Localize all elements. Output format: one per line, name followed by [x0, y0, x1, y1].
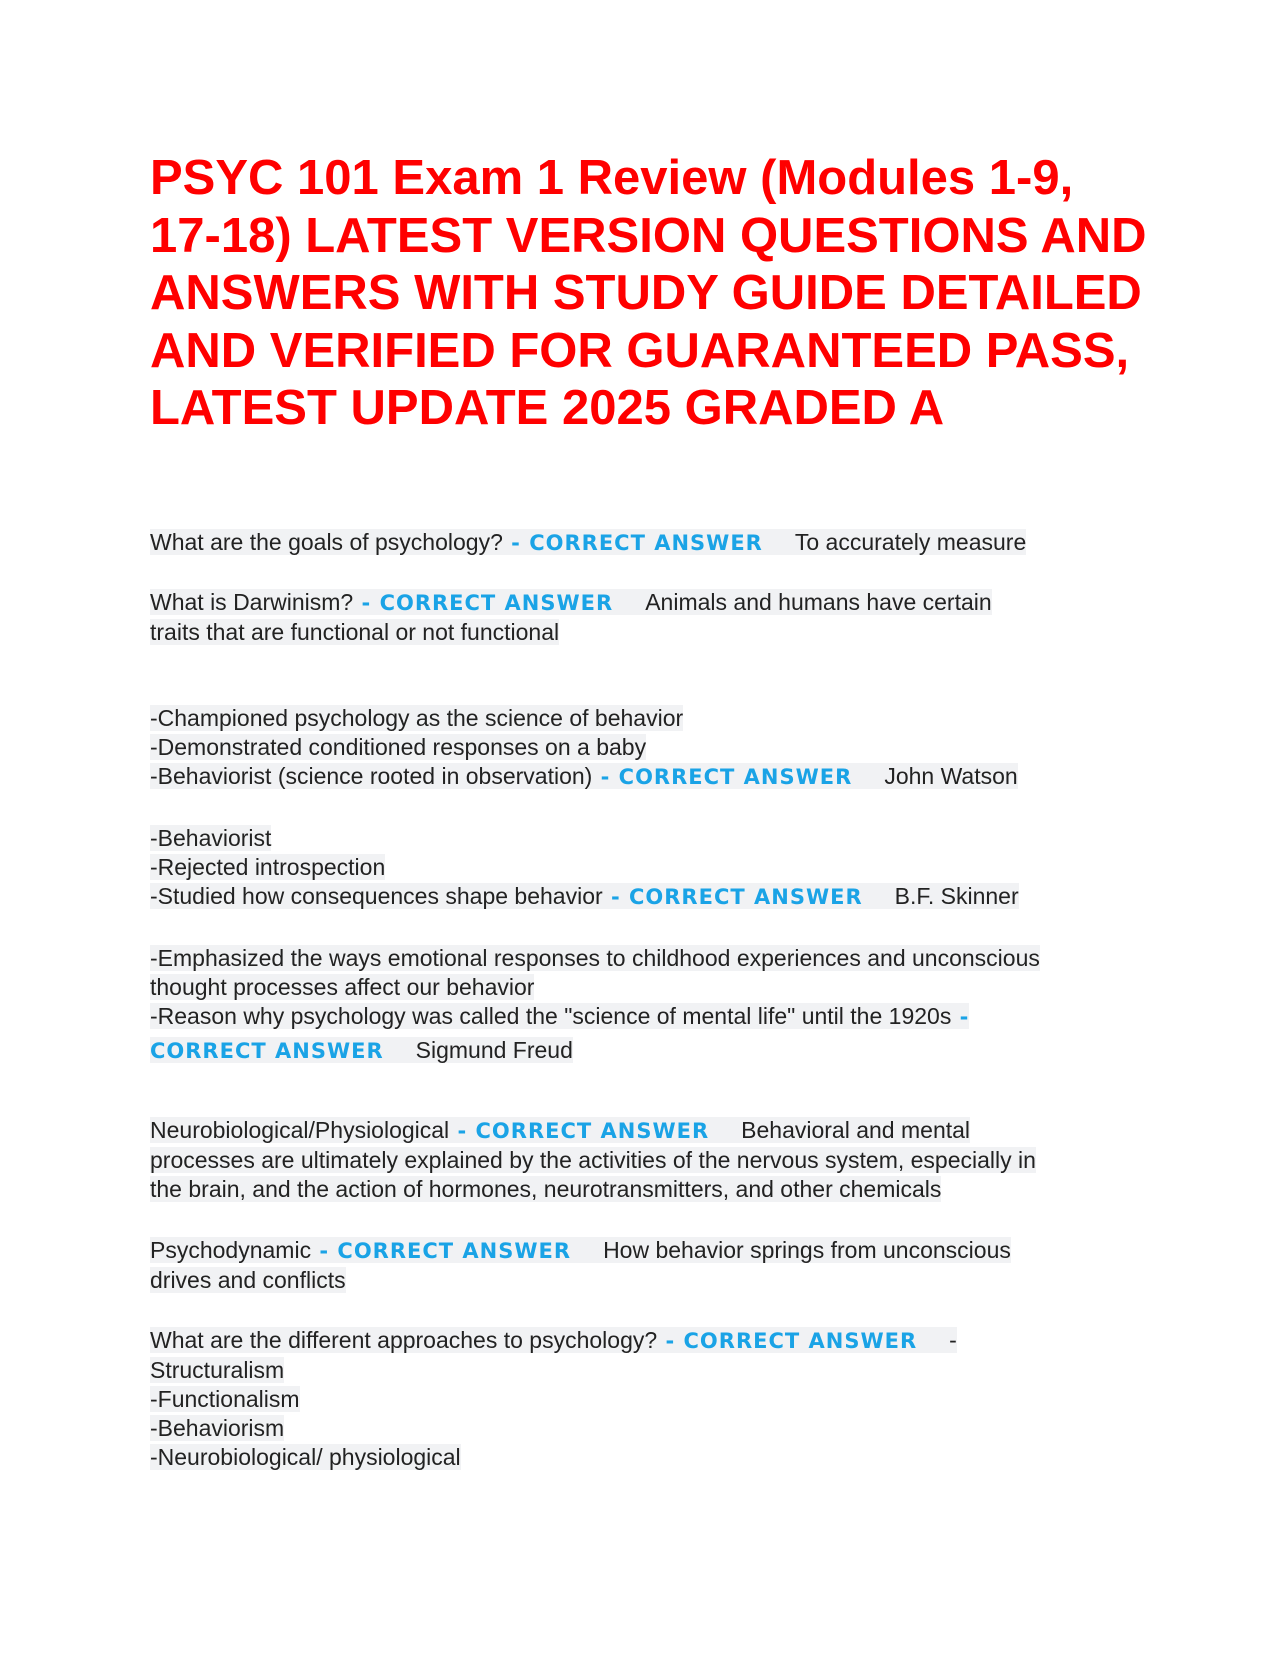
qa-item: [150, 1236, 1011, 1295]
qa-item: [150, 588, 992, 647]
correct-answer-label: CORRECT ANSWER: [529, 531, 763, 555]
qa-item: [150, 704, 1018, 792]
question-text: What are the different approaches to psychology?: [150, 1327, 658, 1353]
answer-text: traits that are functional or not functional: [150, 619, 560, 645]
answer-separator: -: [657, 1329, 684, 1353]
correct-answer-label: CORRECT ANSWER: [618, 765, 853, 789]
answer-separator: -: [311, 1239, 338, 1263]
answer-separator: -: [502, 531, 530, 555]
answer-line: Structuralism: [150, 1357, 285, 1383]
correct-answer-label: CORRECT ANSWER: [629, 885, 863, 909]
answer-separator: -: [353, 591, 380, 615]
question-line: -Studied how consequences shape behavior: [150, 883, 603, 909]
document-title: PSYC 101 Exam 1 Review (Modules 1-9, 17-18) LATEST VERSION QUESTIONS AND ANSWERS WITH STUDY GUIDE DETAILED AND VERIFIED FOR GUARANTEED PASS, LATEST UPDATE 2025 GRADED A: [150, 151, 1147, 435]
correct-answer-label: CORRECT ANSWER: [337, 1239, 572, 1263]
qa-item: [150, 528, 1026, 558]
answer-line: the brain, and the action of hormones, neurotransmitters, and other chemicals: [150, 1176, 942, 1202]
question-text: What is Darwinism?: [150, 589, 354, 615]
correct-answer-label: CORRECT ANSWER: [379, 591, 614, 615]
question-line: -Behaviorist: [150, 825, 272, 851]
question-line: -Behaviorist (science rooted in observation): [150, 763, 593, 789]
qa-item: -Emphasized the ways emotional responses to childhood experiences and unconscious thought processes affect our behavior -Reason why psychology was called the "science of mental life" until the 1920s - CORRECT ANSWER Sigmund Freud: [150, 945, 1040, 1063]
answer-text: Behavioral and mental: [741, 1117, 971, 1143]
qa-item: [150, 1116, 1036, 1204]
question-line: -Demonstrated conditioned responses on a baby: [150, 734, 647, 760]
question-line: -Rejected introspection: [150, 854, 386, 880]
question-line: -Emphasized the ways emotional responses to childhood experiences and unconscious: [150, 945, 1040, 971]
answer-line: -Neurobiological/ physiological: [150, 1444, 461, 1470]
answer-text: To accurately measure: [794, 529, 1027, 555]
answer-text: How behavior springs from unconscious: [603, 1237, 1011, 1263]
question-line: -Reason why psychology was called the "science of mental life" until the 1920s: [150, 1003, 952, 1029]
answer-text: Sigmund Freud: [415, 1037, 573, 1063]
qa-item: [150, 1326, 957, 1472]
answer-text: -: [949, 1327, 957, 1353]
question-line: -Championed psychology as the science of behavior: [150, 705, 684, 731]
answer-separator: -: [449, 1119, 476, 1143]
answer-line: processes are ultimately explained by the activities of the nervous system, especially in: [150, 1147, 1036, 1173]
answer-text: B.F. Skinner: [894, 883, 1019, 909]
question-text: Psychodynamic: [150, 1237, 312, 1263]
answer-line: -Functionalism: [150, 1386, 300, 1412]
correct-answer-label: CORRECT ANSWER: [475, 1119, 710, 1143]
question-line: thought processes affect our behavior: [150, 974, 535, 1000]
question-text: Neurobiological/Physiological: [150, 1117, 450, 1143]
correct-answer-label: CORRECT ANSWER: [150, 1039, 384, 1063]
answer-line: -Behaviorism: [150, 1415, 285, 1441]
question-text: What are the goals of psychology?: [150, 529, 503, 555]
answer-text: Animals and humans have certain: [645, 589, 992, 615]
answer-text: John Watson: [884, 763, 1018, 789]
qa-item: [150, 824, 1019, 912]
answer-separator: -: [592, 765, 619, 789]
correct-answer-label: CORRECT ANSWER: [683, 1329, 918, 1353]
answer-text: drives and conflicts: [150, 1267, 346, 1293]
answer-separator: -: [602, 885, 629, 909]
